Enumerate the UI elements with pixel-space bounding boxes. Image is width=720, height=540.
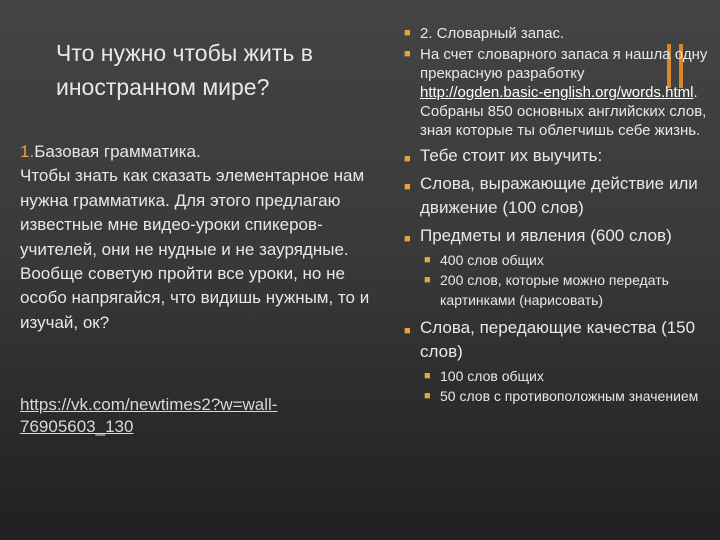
grammar-section: [20, 140, 390, 335]
list-item: [404, 45, 710, 140]
list-item-text: 400 слов общих: [440, 252, 544, 268]
section-number: 1.: [20, 142, 35, 161]
square-bullet-icon: ■: [424, 370, 431, 382]
list-item-text: . Собраны 850 основных английских слов, зная которые ты облегчишь себе жизнь.: [420, 84, 707, 139]
list-item-text: 50 слов с противоположным значением: [440, 388, 699, 404]
sub-list-item: [404, 250, 710, 270]
list-item-text: Предметы и явления (600 слов): [420, 226, 672, 245]
sub-list-item: [404, 386, 710, 406]
section-title: Базовая грамматика.: [34, 142, 201, 161]
square-bullet-icon: ■: [424, 274, 431, 286]
square-bullet-icon: ■: [404, 27, 411, 39]
list-item-text: 100 слов общих: [440, 368, 544, 384]
slide-title: Что нужно чтобы жить в иностранном мире?: [56, 40, 314, 100]
square-bullet-icon: ■: [424, 390, 431, 402]
vk-link[interactable]: https://vk.com/newtimes2?w=wall-76905603_130: [20, 395, 278, 436]
square-bullet-icon: ■: [404, 153, 411, 165]
list-item: [404, 144, 710, 168]
list-item-text: 200 слов, которые можно передать картинками (нарисовать): [440, 272, 669, 308]
list-item-text: На счет словарного запаса я нашла одну прекрасную разработку: [420, 46, 708, 82]
list-item: [404, 24, 710, 43]
sub-list-item: [404, 366, 710, 386]
square-bullet-icon: ■: [404, 48, 411, 60]
list-item: [404, 224, 710, 248]
ogden-link[interactable]: http://ogden.basic-english.org/words.html: [420, 84, 694, 101]
list-item-text: Тебе стоит их выучить:: [420, 146, 603, 165]
square-bullet-icon: ■: [404, 233, 411, 245]
list-item: [404, 316, 710, 364]
list-item-text: 2. Словарный запас.: [420, 25, 565, 42]
square-bullet-icon: ■: [404, 325, 411, 337]
list-item-text: Слова, выражающие действие или движение (100 слов): [420, 174, 698, 217]
list-item: [404, 172, 710, 220]
grammar-text: Чтобы знать как сказать элементарное нам нужна грамматика. Для этого предлагаю известные мне видео-уроки спикеров-учителей, они не нудные и не заурядные. Вообще советую пройти все уроки, но не особо напрягайся, что видишь нужным, то и изучай, ок?: [20, 166, 370, 332]
square-bullet-icon: ■: [404, 181, 411, 193]
list-item-text: Слова, передающие качества (150 слов): [420, 318, 696, 361]
sub-list-item: [404, 270, 710, 310]
square-bullet-icon: ■: [424, 254, 431, 266]
vocabulary-list: [404, 24, 710, 406]
